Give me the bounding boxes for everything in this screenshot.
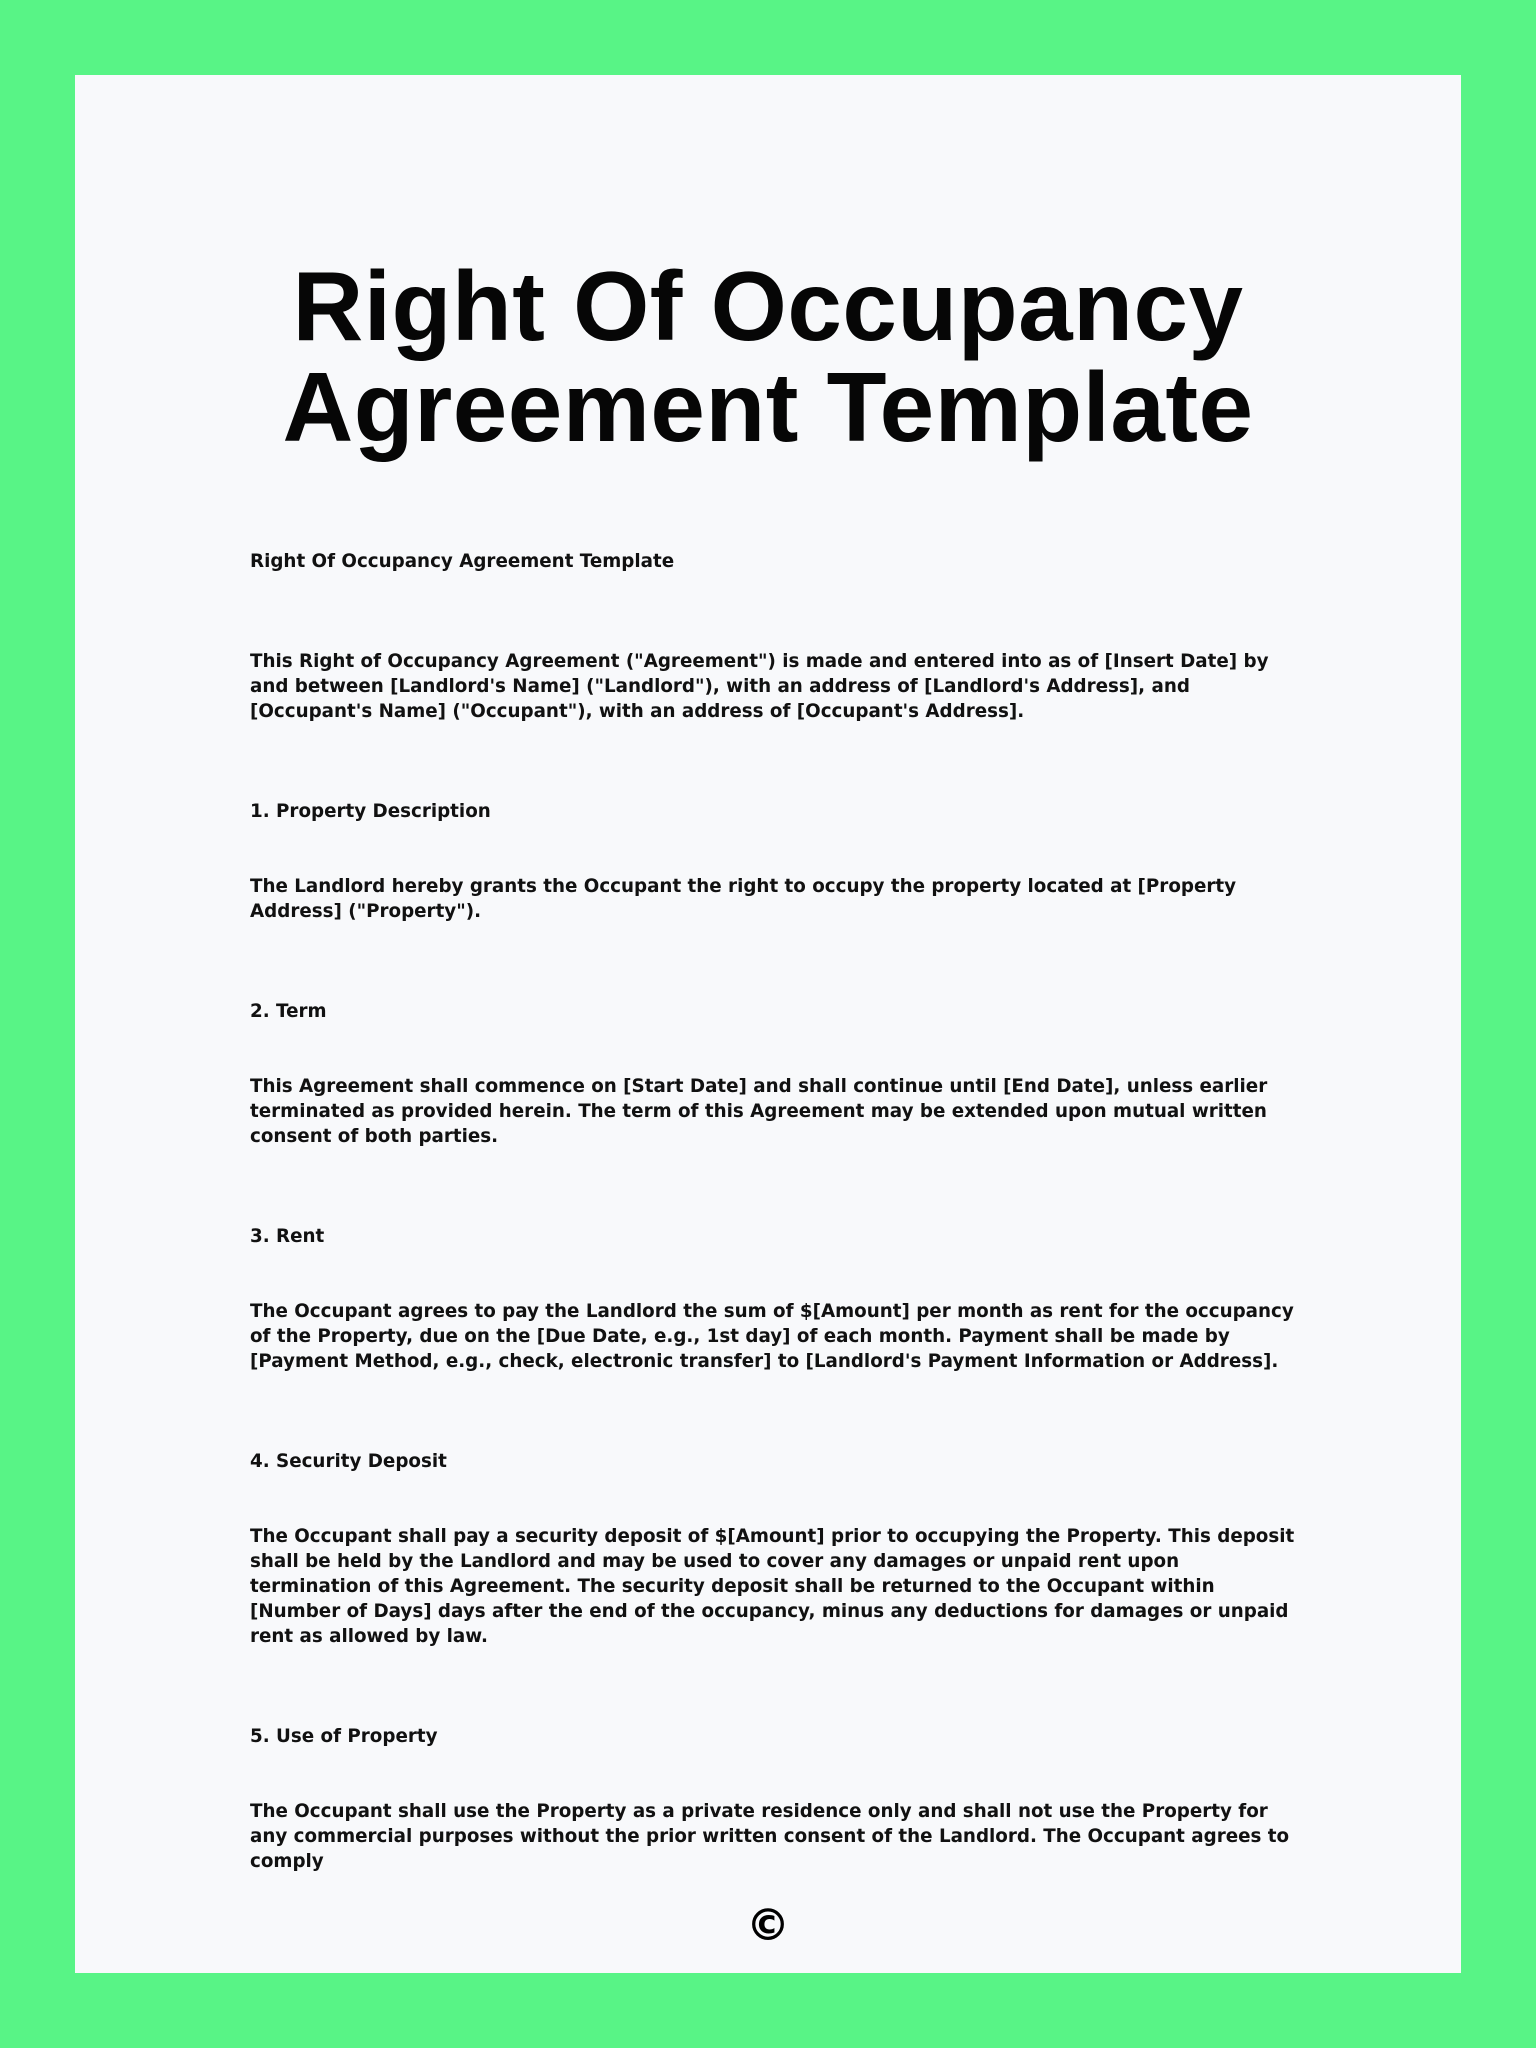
intro-paragraph: This Right of Occupancy Agreement ("Agreement") is made and entered into as of [Insert Date] by and between [Landlord's Name] ("Landlord"), with an address of [Landlord's Address], and [Occupant's Name] ("Occupant"), with an address of [Occupant's Address]. — [250, 651, 1269, 722]
section-text: The Occupant shall pay a security deposit of $[Amount] prior to occupying the Property. This deposit shall be held by the Landlord and may be used to cover any damages or unpaid rent upon termination of this Agreement. The security deposit shall be returned to the Occupant within [Number of Days] days after the end of the occupancy, minus any deductions for damages or unpaid rent as allowed by law. — [250, 1526, 1295, 1647]
document-subtitle: Right Of Occupancy Agreement Template — [250, 551, 675, 572]
document-body — [250, 549, 1295, 1924]
page-title — [75, 251, 1461, 462]
section-heading: 3. Rent — [250, 1226, 325, 1247]
section-text: This Agreement shall commence on [Start Date] and shall continue until [End Date], unless earlier terminated as provided herein. The term of this Agreement may be extended upon mutual written consent of both parties. — [250, 1076, 1268, 1147]
document-page — [75, 75, 1461, 1973]
copyright-icon: © — [746, 1900, 790, 1951]
section-heading: 2. Term — [250, 1001, 327, 1022]
section-text: The Landlord hereby grants the Occupant the right to occupy the property located at [Property Address] ("Property"). — [250, 876, 1237, 922]
section-text: The Occupant shall use the Property as a private residence only and shall not use the Property for any commercial purposes without the prior written consent of the Landlord. The Occupant agrees to comply — [250, 1801, 1290, 1872]
section-heading: 1. Property Description — [250, 801, 491, 822]
title-line-2: Agreement Template — [282, 352, 1254, 462]
section-heading: 5. Use of Property — [250, 1726, 438, 1747]
section-heading: 4. Security Deposit — [250, 1451, 447, 1472]
title-line-1: Right Of Occupancy — [292, 251, 1244, 361]
section-text: The Occupant agrees to pay the Landlord the sum of $[Amount] per month as rent for the occupancy of the Property, due on the [Due Date, e.g., 1st day] of each month. Payment shall be made by [Payment Method, e.g., check, electronic transfer] to [Landlord's Payment Information or Address]. — [250, 1301, 1294, 1372]
